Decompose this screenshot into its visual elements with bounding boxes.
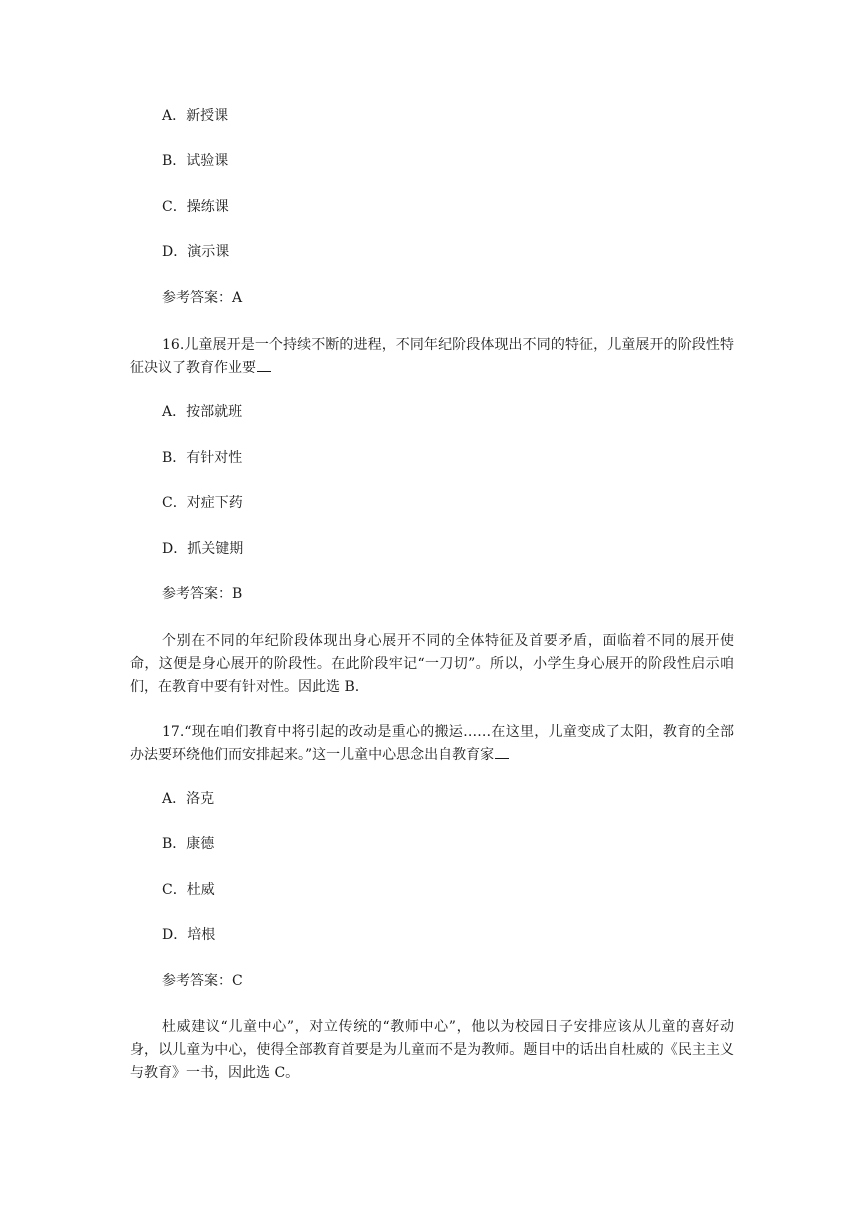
q17-answer: 参考答案：C	[162, 973, 243, 989]
q15-option-c: C．操练课	[162, 199, 229, 215]
q16-stem: 16.儿童展开是一个持续不断的进程，不同年纪阶段体现出不同的特征，儿童展开的阶段性特征决议了教育作业要	[130, 337, 734, 376]
q17-stem: 17.“现在咱们教育中将引起的改动是重心的搬运……在这里，儿童变成了太阳，教育的全部办法要环绕他们而安排起来。”这一儿童中心思念出自教育家	[130, 724, 734, 763]
q17-explanation: 杜威建议“儿童中心”，对立传统的“教师中心”，他以为校园日子安排应该从儿童的喜好动身，以儿童为中心，使得全部教育首要是为儿童而不是为教师。题目中的话出自杜威的《民主主义与教育》一书，因此选 C。	[130, 1019, 734, 1081]
q15-answer: 参考答案：A	[162, 290, 243, 306]
q16-option-c: C．对症下药	[162, 495, 243, 511]
answer-blank	[495, 744, 509, 759]
q16-answer: 参考答案：B	[162, 586, 243, 602]
q17-option-c: C．杜威	[162, 882, 215, 898]
q17-option-a: A．洛克	[162, 791, 215, 807]
q17-option-d: D．培根	[162, 927, 216, 943]
answer-blank	[257, 357, 271, 372]
q16-option-a: A．按部就班	[162, 404, 243, 420]
q16-option-b: B．有针对性	[162, 450, 243, 466]
q15-option-d: D．演示课	[162, 244, 230, 260]
q17-option-b: B．康德	[162, 836, 215, 852]
q16-option-d: D．抓关键期	[162, 541, 244, 557]
q16-explanation: 个别在不同的年纪阶段体现出身心展开不同的全体特征及首要矛盾，面临着不同的展开使命，这便是身心展开的阶段性。在此阶段牢记“一刀切”。所以，小学生身心展开的阶段性启示咱们，在教育中要有针对性。因此选 B.	[130, 633, 734, 695]
q15-option-a: A．新授课	[162, 108, 229, 124]
q15-option-b: B．试验课	[162, 153, 229, 169]
